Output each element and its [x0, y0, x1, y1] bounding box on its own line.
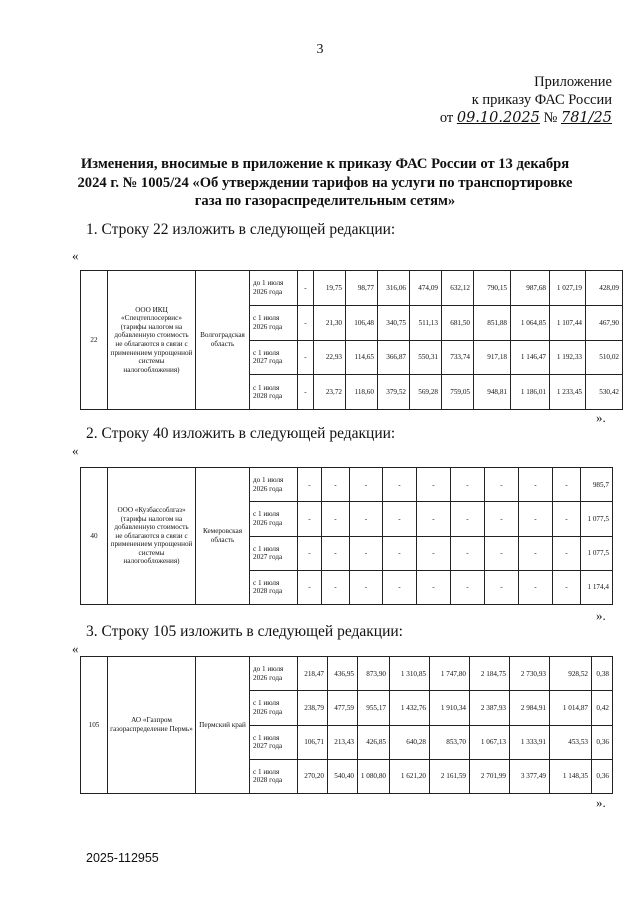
- tariff-value-cell: 0,36: [592, 725, 613, 759]
- tariff-value-cell: 853,70: [430, 725, 470, 759]
- tariff-value-cell: 1 077,5: [581, 502, 613, 536]
- row-number-cell: 22: [81, 271, 108, 410]
- tariff-value-cell: 428,09: [586, 271, 623, 306]
- period-cell: до 1 июля 2026 года: [250, 468, 298, 502]
- tariff-value-cell: 1 014,87: [550, 691, 592, 725]
- tariff-value-cell: 379,52: [378, 375, 410, 410]
- tariff-value-cell: -: [485, 570, 519, 604]
- region-cell: Кемеровская область: [196, 468, 250, 605]
- tariff-value-cell: 2 984,91: [510, 691, 550, 725]
- tariff-value-cell: 436,95: [328, 657, 358, 691]
- tariff-value-cell: 316,06: [378, 271, 410, 306]
- tariff-value-cell: 1 186,01: [511, 375, 550, 410]
- region-cell: Волгоградская область: [196, 271, 250, 410]
- tariff-value-cell: 851,88: [474, 305, 511, 340]
- tariff-value-cell: 640,28: [390, 725, 430, 759]
- section-2-heading: 2. Строку 40 изложить в следующей редакции:: [86, 425, 396, 442]
- tariff-value-cell: -: [485, 536, 519, 570]
- organization-cell: АО «Газпром газораспределение Пермь»: [108, 657, 196, 794]
- tariff-value-cell: 340,75: [378, 305, 410, 340]
- tariff-value-cell: 1 067,13: [470, 725, 510, 759]
- annex-from: от: [439, 110, 454, 126]
- tariff-value-cell: 98,77: [346, 271, 378, 306]
- tariff-value-cell: 1 064,85: [511, 305, 550, 340]
- tariff-value-cell: -: [383, 536, 417, 570]
- tariff-value-cell: -: [417, 468, 451, 502]
- tariff-value-cell: 917,18: [474, 340, 511, 375]
- tariff-value-cell: 2 387,93: [470, 691, 510, 725]
- tariff-value-cell: -: [553, 468, 581, 502]
- tariff-value-cell: 106,48: [346, 305, 378, 340]
- table-row: [81, 468, 613, 502]
- row-number-cell: 40: [81, 468, 108, 605]
- annex-line2: к приказу ФАС России: [471, 92, 612, 108]
- tariff-value-cell: 1 146,47: [511, 340, 550, 375]
- section-3-close-quote: ».: [596, 795, 606, 810]
- tariff-value-cell: 1 148,35: [550, 759, 592, 793]
- period-cell: с 1 июля 2028 года: [250, 570, 298, 604]
- region-cell: Пермский край: [196, 657, 250, 794]
- tariff-value-cell: 1 027,19: [550, 271, 586, 306]
- annex-line3: [440, 109, 612, 127]
- tariff-value-cell: -: [322, 502, 350, 536]
- tariff-value-cell: 928,52: [550, 657, 592, 691]
- section-3-heading: 3. Строку 105 изложить в следующей редакции:: [86, 623, 403, 640]
- period-cell: с 1 июля 2027 года: [250, 536, 298, 570]
- tariff-value-cell: 1 192,33: [550, 340, 586, 375]
- tariff-value-cell: 1 077,5: [581, 536, 613, 570]
- tariff-value-cell: 21,30: [314, 305, 346, 340]
- tariff-value-cell: -: [298, 340, 314, 375]
- period-cell: с 1 июля 2026 года: [250, 691, 298, 725]
- tariff-value-cell: 453,53: [550, 725, 592, 759]
- tariff-value-cell: 2 161,59: [430, 759, 470, 793]
- section-1-close-quote: ».: [596, 410, 606, 425]
- organization-cell: ООО ИКЦ «Спецтеплосервис» (тарифы налогом на добавленную стоимость не облагаются в связи с применением упрощенной системы налогообложения): [108, 271, 196, 410]
- tariff-value-cell: -: [298, 305, 314, 340]
- annex-number-sign: №: [543, 110, 558, 126]
- tariff-value-cell: -: [485, 468, 519, 502]
- section-3-table: [80, 656, 613, 794]
- tariff-value-cell: 987,68: [511, 271, 550, 306]
- tariff-value-cell: 238,79: [298, 691, 328, 725]
- period-cell: до 1 июля 2026 года: [250, 271, 298, 306]
- table-row: [81, 271, 623, 306]
- tariff-value-cell: -: [485, 502, 519, 536]
- tariff-value-cell: 366,87: [378, 340, 410, 375]
- tariff-value-cell: 213,43: [328, 725, 358, 759]
- tariff-value-cell: 0,36: [592, 759, 613, 793]
- tariff-value-cell: -: [519, 468, 553, 502]
- tariff-value-cell: 681,50: [442, 305, 474, 340]
- section-1-table: [80, 270, 623, 410]
- tariff-value-cell: 2 184,75: [470, 657, 510, 691]
- tariff-value-cell: 632,12: [442, 271, 474, 306]
- annex-line1: Приложение: [534, 74, 612, 90]
- tariff-value-cell: -: [350, 536, 383, 570]
- tariff-value-cell: -: [322, 570, 350, 604]
- tariff-value-cell: -: [519, 502, 553, 536]
- tariff-value-cell: 540,40: [328, 759, 358, 793]
- row-number-cell: 105: [81, 657, 108, 794]
- tariff-value-cell: 0,42: [592, 691, 613, 725]
- tariff-value-cell: -: [350, 570, 383, 604]
- tariff-value-cell: 1 910,34: [430, 691, 470, 725]
- tariff-value-cell: -: [298, 570, 322, 604]
- tariff-value-cell: 1 432,76: [390, 691, 430, 725]
- tariff-value-cell: -: [350, 502, 383, 536]
- tariff-value-cell: -: [383, 468, 417, 502]
- tariff-value-cell: -: [322, 468, 350, 502]
- tariff-value-cell: 759,05: [442, 375, 474, 410]
- tariff-value-cell: 0,38: [592, 657, 613, 691]
- tariff-value-cell: -: [553, 502, 581, 536]
- tariff-value-cell: 2 701,99: [470, 759, 510, 793]
- tariff-value-cell: 530,42: [586, 375, 623, 410]
- tariff-value-cell: 1 310,85: [390, 657, 430, 691]
- tariff-value-cell: -: [350, 468, 383, 502]
- tariff-value-cell: 3 377,49: [510, 759, 550, 793]
- tariff-value-cell: 1 621,20: [390, 759, 430, 793]
- annex-header: [440, 73, 612, 127]
- annex-number: 781/25: [560, 110, 612, 126]
- tariff-value-cell: -: [451, 570, 485, 604]
- tariff-value-cell: 218,47: [298, 657, 328, 691]
- tariff-value-cell: -: [417, 502, 451, 536]
- tariff-value-cell: -: [383, 502, 417, 536]
- tariff-value-cell: -: [298, 468, 322, 502]
- tariff-value-cell: 467,90: [586, 305, 623, 340]
- tariff-value-cell: -: [519, 570, 553, 604]
- tariff-value-cell: -: [553, 570, 581, 604]
- table-row: [81, 657, 613, 691]
- period-cell: с 1 июля 2026 года: [250, 305, 298, 340]
- period-cell: с 1 июля 2026 года: [250, 502, 298, 536]
- tariff-value-cell: -: [298, 271, 314, 306]
- section-1-open-quote: «: [72, 248, 79, 263]
- period-cell: до 1 июля 2026 года: [250, 657, 298, 691]
- section-2-open-quote: «: [72, 443, 79, 458]
- tariff-value-cell: -: [451, 468, 485, 502]
- tariff-value-cell: 1 080,80: [358, 759, 390, 793]
- tariff-value-cell: 1 233,45: [550, 375, 586, 410]
- section-2-close-quote: ».: [596, 608, 606, 623]
- period-cell: с 1 июля 2028 года: [250, 375, 298, 410]
- tariff-value-cell: -: [298, 536, 322, 570]
- tariff-value-cell: -: [298, 375, 314, 410]
- tariff-value-cell: -: [417, 536, 451, 570]
- tariff-value-cell: 873,90: [358, 657, 390, 691]
- tariff-value-cell: 106,71: [298, 725, 328, 759]
- tariff-value-cell: 118,60: [346, 375, 378, 410]
- period-cell: с 1 июля 2027 года: [250, 725, 298, 759]
- tariff-value-cell: 511,13: [410, 305, 442, 340]
- tariff-value-cell: -: [383, 570, 417, 604]
- section-3-open-quote: «: [72, 641, 79, 656]
- document-code: 2025-112955: [86, 851, 159, 865]
- section-2-table: [80, 467, 613, 605]
- page-number: 3: [316, 42, 324, 57]
- tariff-value-cell: 569,28: [410, 375, 442, 410]
- period-cell: с 1 июля 2027 года: [250, 340, 298, 375]
- tariff-value-cell: 1 107,44: [550, 305, 586, 340]
- tariff-value-cell: 23,72: [314, 375, 346, 410]
- tariff-value-cell: -: [451, 502, 485, 536]
- tariff-value-cell: 19,75: [314, 271, 346, 306]
- tariff-value-cell: -: [553, 536, 581, 570]
- tariff-value-cell: -: [451, 536, 485, 570]
- document-title: Изменения, вносимые в приложение к приказу ФАС России от 13 декабря 2024 г. № 1005/24 «Об утверждении тарифов на услуги по транспортировке газа по газораспределительным сетям»: [77, 156, 573, 209]
- tariff-value-cell: 1 333,91: [510, 725, 550, 759]
- tariff-value-cell: 22,93: [314, 340, 346, 375]
- tariff-value-cell: 985,7: [581, 468, 613, 502]
- period-cell: с 1 июля 2028 года: [250, 759, 298, 793]
- tariff-value-cell: -: [298, 502, 322, 536]
- tariff-value-cell: 474,09: [410, 271, 442, 306]
- tariff-value-cell: 955,17: [358, 691, 390, 725]
- tariff-value-cell: 790,15: [474, 271, 511, 306]
- tariff-value-cell: 1 174,4: [581, 570, 613, 604]
- tariff-value-cell: -: [322, 536, 350, 570]
- section-1-heading: 1. Строку 22 изложить в следующей редакции:: [86, 221, 396, 238]
- tariff-value-cell: 510,02: [586, 340, 623, 375]
- tariff-value-cell: -: [417, 570, 451, 604]
- tariff-value-cell: 733,74: [442, 340, 474, 375]
- annex-date: 09.10.2025: [456, 110, 540, 126]
- tariff-value-cell: 426,85: [358, 725, 390, 759]
- tariff-value-cell: -: [519, 536, 553, 570]
- tariff-value-cell: 114,65: [346, 340, 378, 375]
- tariff-value-cell: 550,31: [410, 340, 442, 375]
- tariff-value-cell: 270,20: [298, 759, 328, 793]
- tariff-value-cell: 477,59: [328, 691, 358, 725]
- tariff-value-cell: 2 730,93: [510, 657, 550, 691]
- organization-cell: ООО «Кузбассоблгаз» (тарифы налогом на добавленную стоимость не облагаются в связи с применением упрощенной системы налогообложения): [108, 468, 196, 605]
- tariff-value-cell: 1 747,80: [430, 657, 470, 691]
- tariff-value-cell: 948,81: [474, 375, 511, 410]
